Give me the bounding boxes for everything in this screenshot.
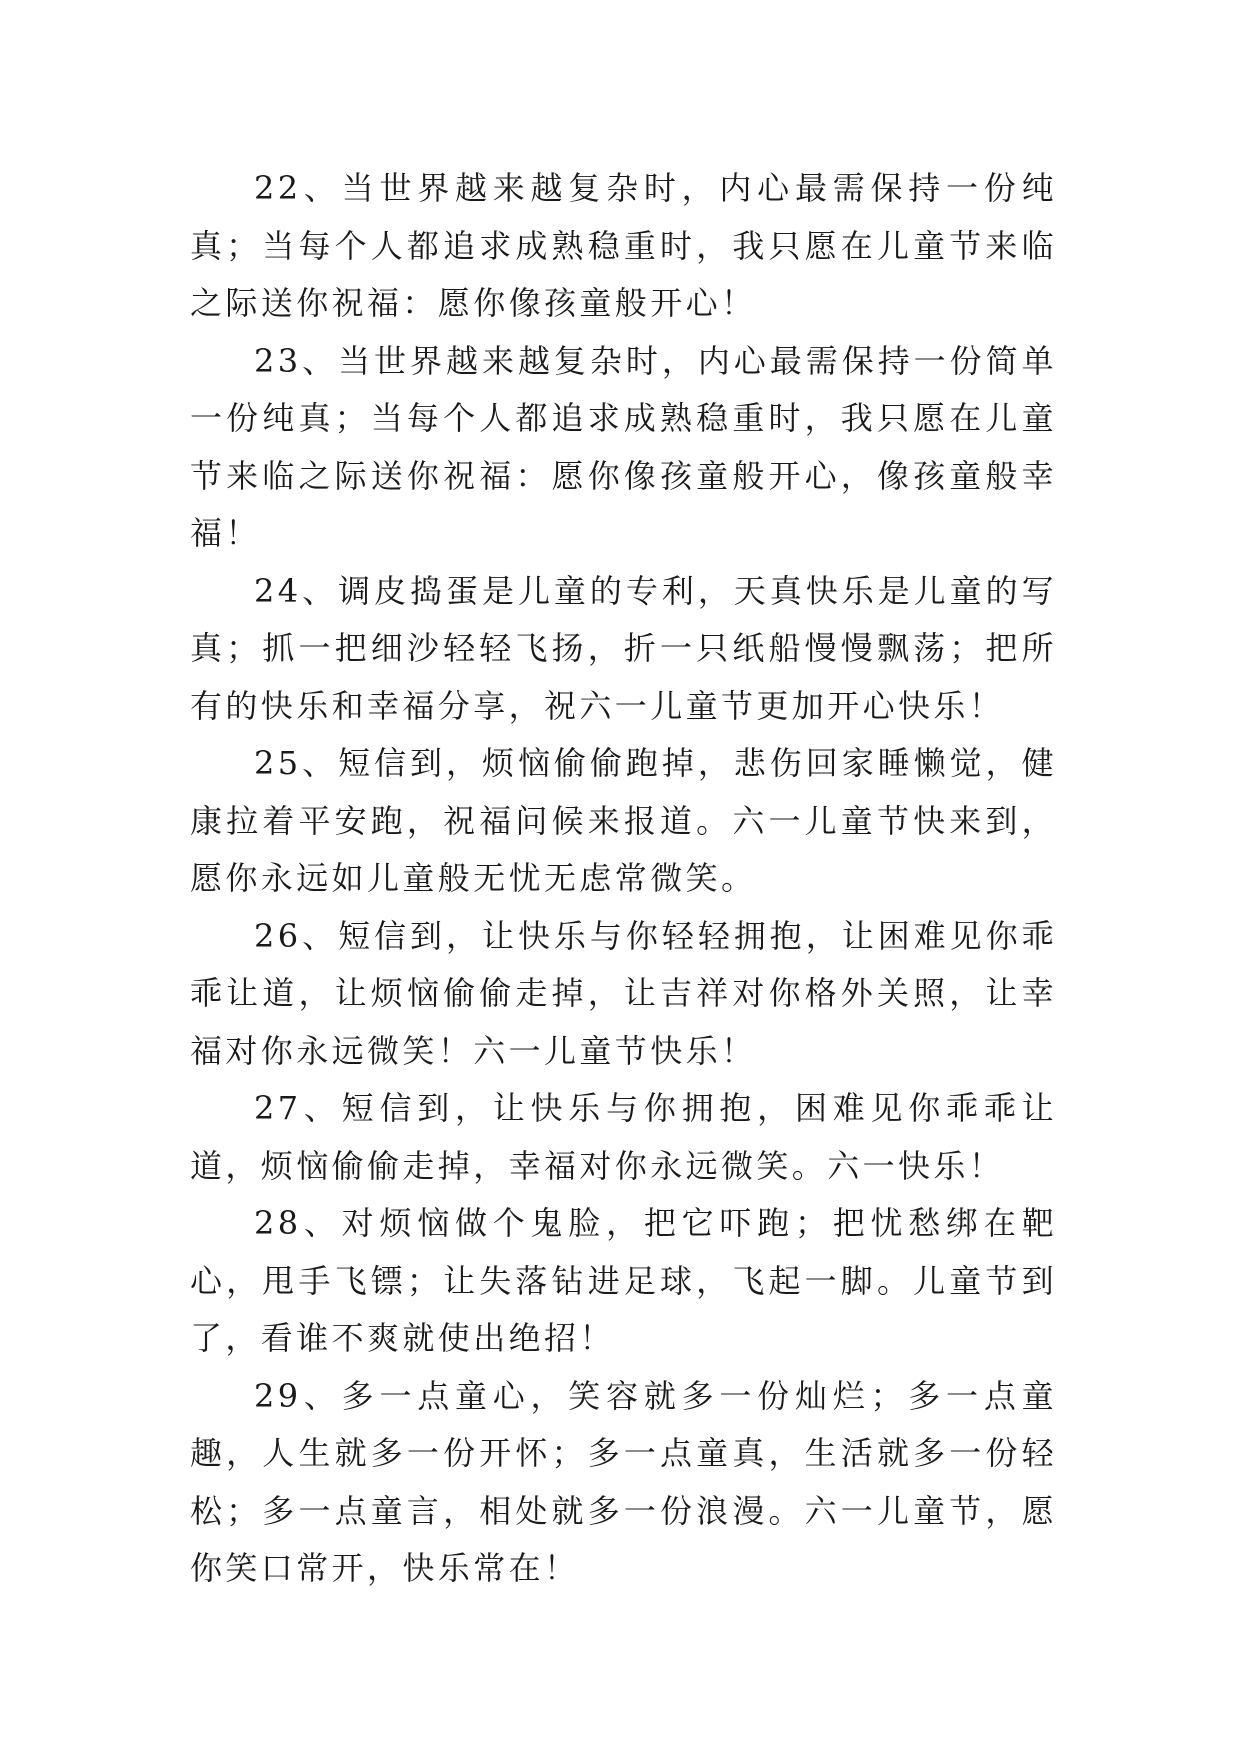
paragraph-23: 23、当世界越来越复杂时，内心最需保持一份简单一份纯真；当每个人都追求成熟稳重时，我只愿在儿童节来临之际送你祝福：愿你像孩童般开心，像孩童般幸福！	[190, 341, 1057, 552]
document-body	[190, 160, 1057, 1598]
paragraph-27: 27、短信到，让快乐与你拥抱，困难见你乖乖让道，烦恼偷偷走掉，幸福对你永远微笑。六一快乐！	[190, 1089, 1057, 1185]
paragraph-25: 25、短信到，烦恼偷偷跑掉，悲伤回家睡懒觉，健康拉着平安跑，祝福问候来报道。六一儿童节快来到，愿你永远如儿童般无忧无虑常微笑。	[190, 744, 1057, 897]
paragraph-29: 29、多一点童心，笑容就多一份灿烂；多一点童趣，人生就多一份开怀；多一点童真，生活就多一份轻松；多一点童言，相处就多一份浪漫。六一儿童节，愿你笑口常开，快乐常在！	[190, 1376, 1057, 1587]
paragraph-26: 26、短信到，让快乐与你轻轻拥抱，让困难见你乖乖让道，让烦恼偷偷走掉，让吉祥对你格外关照，让幸福对你永远微笑！六一儿童节快乐！	[190, 916, 1057, 1070]
paragraph-28: 28、对烦恼做个鬼脸，把它吓跑；把忧愁绑在靶心，甩手飞镖；让失落钻进足球，飞起一脚。儿童节到了，看谁不爽就使出绝招！	[190, 1204, 1057, 1357]
paragraph-22: 22、当世界越来越复杂时，内心最需保持一份纯真；当每个人都追求成熟稳重时，我只愿在儿童节来临之际送你祝福：愿你像孩童般开心！	[190, 169, 1057, 322]
paragraph-24: 24、调皮捣蛋是儿童的专利，天真快乐是儿童的写真；抓一把细沙轻轻飞扬，折一只纸船慢慢飘荡；把所有的快乐和幸福分享，祝六一儿童节更加开心快乐！	[190, 571, 1057, 725]
